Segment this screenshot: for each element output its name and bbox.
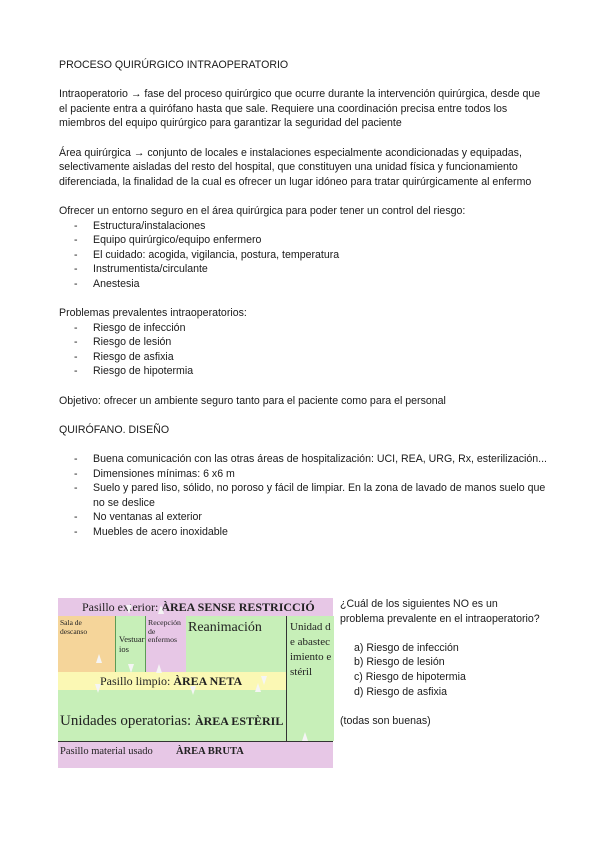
- list-item: - Estructura/instalaciones: [59, 219, 549, 234]
- quiz-options: [340, 641, 540, 699]
- quiz-option: a) Riesgo de infección: [354, 641, 459, 654]
- arrow-icon: [96, 654, 102, 663]
- list-item: - Riesgo de asfixia: [59, 350, 549, 365]
- list-item: - Equipo quirúrgico/equipo enfermero: [59, 233, 549, 248]
- recepcion-label: Recepción de enfermos: [148, 618, 181, 644]
- pasillo-material-label: Pasillo material usado: [60, 746, 153, 757]
- zone-pasillo-material: [58, 741, 333, 768]
- reanimacion-label: Reanimación: [188, 620, 262, 635]
- zone-pasillo-exterior: [58, 598, 333, 616]
- problemas-list: [59, 321, 549, 379]
- list-item: - El cuidado: acogida, vigilancia, postura, temperatura: [59, 248, 549, 263]
- list-item: - Instrumentista/circulante: [59, 262, 549, 277]
- arrow-icon: [261, 676, 267, 685]
- zone-reanimacion: [186, 616, 286, 672]
- pasillo-material-area: ÀREA BRUTA: [176, 746, 244, 757]
- unidades-area: ÀREA ESTÈRIL: [194, 714, 284, 728]
- area-quirurgica-definition: Área quirúrgica → conjunto de locales e instalaciones especialmente acondicionadas y equipadas, selectivamente aisladas del resto del hospital, que constituyen una unidad física y funcionamiento diferenciada, la finalidad de la cual es ofrecer un lugar idóneo para tratar quirúrgicamente al enfermo: [59, 146, 532, 188]
- list-item: - No ventanas al exterior: [59, 510, 549, 525]
- zone-unidades-operatorias: [58, 690, 286, 741]
- list-item: - Riesgo de lesión: [59, 335, 549, 350]
- page-title: PROCESO QUIRÚRGICO INTRAOPERATORIO: [59, 59, 289, 71]
- diseno-list: [59, 452, 549, 540]
- pasillo-exterior-label: Pasillo exterior:: [82, 600, 162, 614]
- list-item: - Muebles de acero inoxidable: [59, 525, 549, 540]
- list-item: - Anestesia: [59, 277, 549, 292]
- unidades-label: Unidades operatorias:: [60, 713, 195, 729]
- unidad-label: Unidad de abastecimiento estéril: [290, 621, 332, 678]
- quiz-option: c) Riesgo de hipotermia: [354, 670, 466, 683]
- arrow-icon: [190, 686, 196, 695]
- intraoperatorio-definition: Intraoperatorio → fase del proceso quirúrgico que ocurre durante la intervención quirúrgica, desde que el paciente entra a quirófano hasta que sale. Requiere una coordinación precisa entre todos los miembros del equipo quirúrgico para garantizar la seguridad del paciente: [59, 88, 541, 130]
- list-item: - Riesgo de hipotermia: [59, 364, 549, 379]
- arrow-icon: [302, 732, 308, 741]
- arrow-icon: [128, 664, 134, 673]
- document-body: [59, 56, 549, 540]
- section-title-diseno: QUIRÓFANO. DISEÑO: [59, 423, 170, 436]
- objetivo: Objetivo: ofrecer un ambiente seguro tanto para el paciente como para el personal: [59, 394, 446, 407]
- arrow-icon: [126, 605, 132, 614]
- zone-sala-descanso: [58, 616, 115, 672]
- sala-descanso-label: Sala de descanso: [60, 618, 88, 636]
- list-item: - Riesgo de infección: [59, 321, 549, 336]
- zone-pasillo-limpio: [58, 672, 286, 690]
- list-item: - Buena comunicación con las otras áreas de hospitalización: UCI, REA, URG, Rx, esterilización...: [59, 452, 549, 467]
- entorno-intro: Ofrecer un entorno seguro en el área quirúrgica para poder tener un control del riesgo:: [59, 204, 466, 217]
- arrow-icon: [95, 684, 101, 693]
- quiz-option: b) Riesgo de lesión: [354, 656, 445, 669]
- zone-recepcion: [145, 616, 187, 672]
- list-item: - Dimensiones mínimas: 6 x6 m: [59, 467, 549, 482]
- quiz-question: ¿Cuál de los siguientes NO es un problema prevalente en el intraoperatorio?: [340, 598, 540, 625]
- list-item: - Suelo y pared liso, sólido, no poroso y fácil de limpiar. En la zona de lavado de manos suelo que no se deslice: [59, 481, 549, 510]
- quiz-option: d) Riesgo de asfixia: [354, 685, 448, 698]
- vestuarios-label: Vestuarios: [119, 634, 145, 654]
- pasillo-limpio-label: Pasillo limpio:: [100, 674, 174, 688]
- arrow-icon: [156, 664, 162, 673]
- pasillo-exterior-area: ÀREA SENSE RESTRICCIÓ: [161, 600, 315, 614]
- quiz-answer: (todas son buenas): [340, 714, 431, 727]
- surgical-area-diagram: [58, 598, 333, 767]
- zone-unidad-abastecimiento: [286, 616, 334, 741]
- pasillo-limpio-area: ÀREA NETA: [173, 674, 243, 688]
- arrow-icon: [158, 605, 164, 614]
- problemas-intro: Problemas prevalentes intraoperatorios:: [59, 307, 247, 320]
- entorno-list: [59, 219, 549, 292]
- quiz-box: [340, 597, 540, 728]
